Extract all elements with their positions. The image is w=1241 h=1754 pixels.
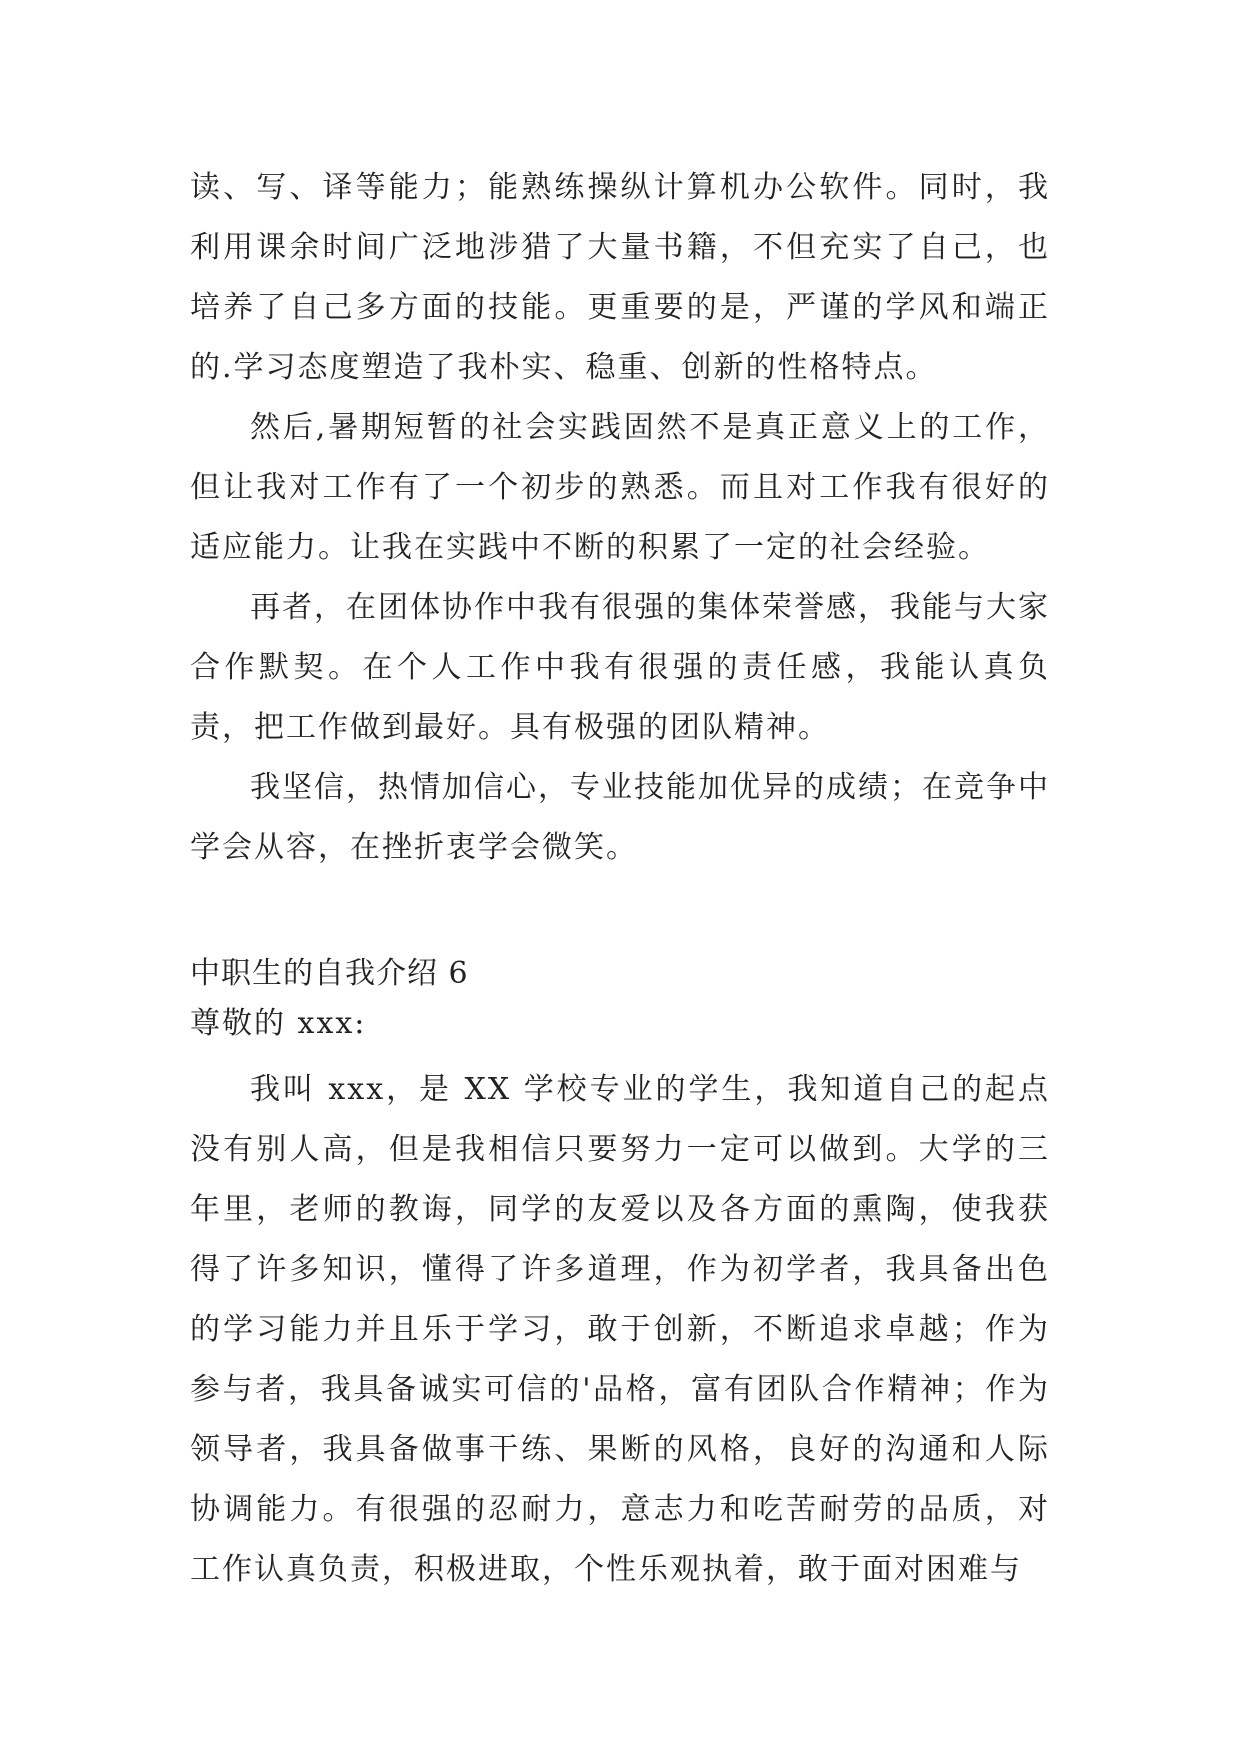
section-spacer bbox=[190, 878, 1050, 950]
section-title: 中职生的自我介绍 6 bbox=[190, 956, 469, 991]
paragraph-teamwork: 再者，在团体协作中我有很强的集体荣誉感，我能与大家合作默契。在个人工作中我有很强的责任感，我能认真负责，把工作做到最好。具有极强的团队精神。 bbox=[190, 590, 1050, 745]
paragraph-belief: 我坚信，热情加信心，专业技能加优异的成绩；在竞争中学会从容，在挫折衷学会微笑。 bbox=[190, 770, 1050, 865]
paragraph-continued: 读、写、译等能力；能熟练操纵计算机办公软件。同时，我利用课余时间广泛地涉猎了大量书籍，不但充实了自己，也培养了自己多方面的技能。更重要的是，严谨的学风和端正的.学习态度塑造了我朴实、稳重、创新的性格特点。 bbox=[190, 170, 1050, 385]
paragraph-introduction: 我叫 xxx，是 XX 学校专业的学生，我知道自己的起点没有别人高，但是我相信只要努力一定可以做到。大学的三年里，老师的教诲，同学的友爱以及各方面的熏陶，使我获得了许多知识，懂得了许多道理，作为初学者，我具备出色的学习能力并且乐于学习，敢于创新，不断追求卓越；作为参与者，我具备诚实可信的'品格，富有团队合作精神；作为领导者，我具备做事干练、果断的风格，良好的沟通和人际协调能力。有很强的忍耐力，意志力和吃苦耐劳的品质，对工作认真负责，积极进取，个性乐观执着，敢于面对困难与 bbox=[190, 1072, 1050, 1587]
document-body bbox=[190, 158, 1050, 1600]
paragraph-practice: 然后,暑期短暂的社会实践固然不是真正意义上的工作，但让我对工作有了一个初步的熟悉。而且对工作我有很好的适应能力。让我在实践中不断的积累了一定的社会经验。 bbox=[190, 410, 1050, 565]
salutation: 尊敬的 xxx: bbox=[190, 1006, 367, 1041]
